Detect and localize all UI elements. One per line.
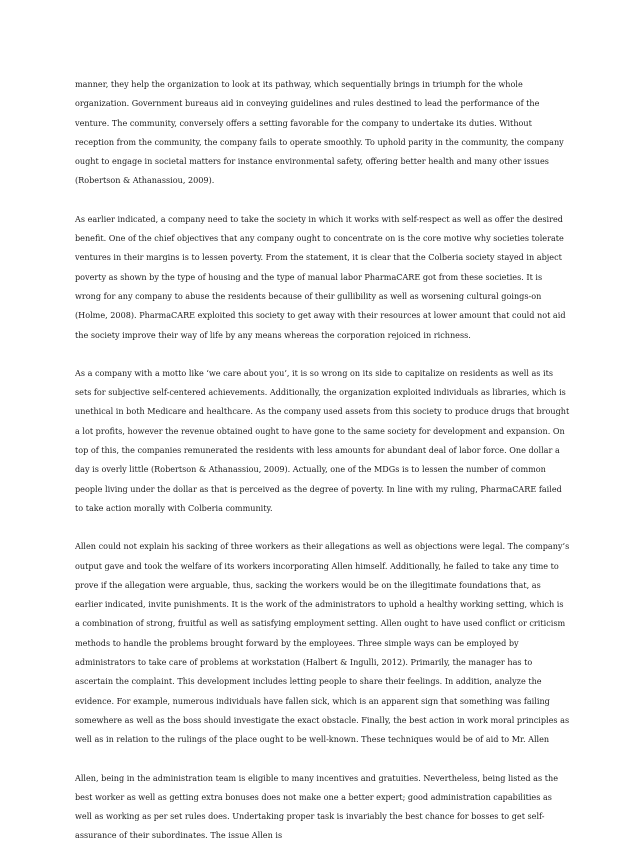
- paragraph-1: manner, they help the organization to look at its pathway, which sequentially brings in triumph for the whole organization. Government bureaus aid in conveying guidelines and rules destined to lead the performance of the venture. The community, conversely offers a setting favorable for the company to undertake its duties. Without reception from the community, the company fails to operate smoothly. To uphold parity in the community, the company ought to engage in societal matters for instance environmental safety, offering better health and many other issues (Robertson & Athanassiou, 2009).: [75, 79, 564, 186]
- paragraph-4: Allen could not explain his sacking of three workers as their allegations as well as objections were legal. The company’s output gave and took the welfare of its workers incorporating Allen himself. Additionally, he failed to take any time to prove if the allegation were arguable, thus, sacking the workers would be on the illegitimate foundations that, as earlier indicated, invite punishments. It is the work of the administrators to uphold a healthy working setting, which is a combination of strong, fruitful as well as satisfying employment setting. Allen ought to have used conflict or criticism methods to handle the problems brought forward by the employees. Three simple ways can be employed by administrators to take care of problems at workstation (Halbert & Ingulli, 2012). Primarily, the manager has to ascertain the complaint. This development includes letting people to share their feelings. In addition, analyze the evidence. For example, numerous individuals have fallen sick, which is an apparent sign that something was failing somewhere as well as the boss should investigate the exact obstacle. Finally, the best action in work moral principles as well as in relation to the rulings of the place ought to be well-known. These techniques would be of aid to Mr. Allen: [75, 541, 570, 745]
- paragraph-2: As earlier indicated, a company need to take the society in which it works with self-respect as well as offer the desired benefit. One of the chief objectives that any company ought to concentrate on is the core motive why societies tolerate ventures in their margins is to lessen poverty. From the statement, it is clear that the Colberia society stayed in abject poverty as shown by the type of housing and the type of manual labor PharmaCARE got from these societies. It is wrong for any company to abuse the residents because of their gullibility as well as worsening cultural goings-on (Holme, 2008). PharmaCARE exploited this society to get away with their resources at lower amount that could not aid the society improve their way of life by any means whereas the corporation rejoiced in richness.: [75, 213, 566, 340]
- paragraph-3: As a company with a motto like ‘we care about you’, it is so wrong on its side to capitalize on residents as well as its sets for subjective self-centered achievements. Additionally, the organization exploited individuals as libraries, which is unethical in both Medicare and healthcare. As the company used assets from this society to produce drugs that brought a lot profits, however the revenue obtained ought to have gone to the same society for development and expansion. On top of this, the companies remunerated the residents with less amounts for abundant deal of labor force. One dollar a day is overly little (Robertson & Athanassiou, 2009). Actually, one of the MDGs is to lessen the number of common people living under the dollar as that is perceived as the degree of poverty. In line with my ruling, PharmaCARE failed to take action morally with Colberia community.: [75, 367, 570, 513]
- document-page: [75, 75, 570, 846]
- paragraph-5: Allen, being in the administration team is eligible to many incentives and gratuities. Nevertheless, being listed as the best worker as well as getting extra bonuses does not make one a better expert; good administration capabilities as well as working as per set rules does. Undertaking proper task is invariably the best chance for bosses to get self-assurance of their subordinates. The issue Allen is: [75, 772, 558, 841]
